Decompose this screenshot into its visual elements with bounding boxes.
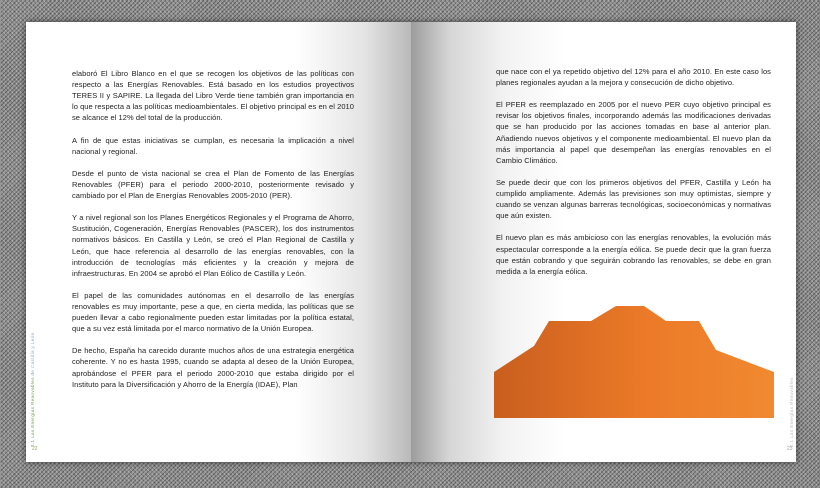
left-paragraph-3: Desde el punto de vista nacional se crea el Plan de Fomento de las Energías Renovables (PFER) para el periodo 2000-2010, posteriormente revisado y cambiado por el Plan de Energías Renovables 2005-2010 (PER). [72, 168, 354, 201]
left-spine-label [30, 333, 35, 447]
right-body-text [496, 66, 771, 288]
right-paragraph-4: El nuevo plan es más ambicioso con las energías renovables, la evolución más espectacular corresponde a la energía eólica. Se puede decir que la gran fuerza que están cobrando y que seguirán cobrando las renovables, se debe en gran medida a la energía eólica. [496, 233, 771, 276]
left-paragraph-1: elaboró El Libro Blanco en el que se recogen los objetivos de las políticas con respecto a las Energías Renovables. Está basado en los estudios proyectivos TERES II y SAPIRE. La llegada del Libro Verde tiene también gran importancia en lo que respecta a las políticas medioambientales. El objetivo principal es en el 2010 se alcance el 12% del total de la producción. [72, 69, 354, 123]
left-paragraph-4: Y a nivel regional son los Planes Energéticos Regionales y el Programa de Ahorro, Sustitución, Cogeneración, Energías Renovables (PASCER), los dos instrumentos normativos básicos. En Castilla y León, se creó el Plan Regional de Castilla y León, que hace referencia al desarrollo de las energías renovables, con la introducción de tecnologías más eficientes y la creación y mejora de infraestructuras. En 2004 se aprobó el Plan Eólico de Castilla y León. [72, 213, 354, 278]
right-paragraph-2: El PFER es reemplazado en 2005 por el nuevo PER cuyo objetivo principal es revisar los objetivos finales, incorporando además las modificaciones derivadas que se han producido por las acciones tomadas en base al anterior plan. Añadiendo nuevos objetivos y el componente medioambiental. El nuevo plan da más importancia al papel que desempeñan las energías renovables en el Cambio Climático. [496, 100, 771, 165]
orange-mountain-graphic [494, 306, 774, 418]
right-spine-label: 2.1 Las Energías Renovables [789, 377, 794, 447]
left-paragraph-6: De hecho, España ha carecido durante muchos años de una estrategia energética coherente. Y no es hasta 1995, cuando se adapta al deseo de la Unión Europea, aprobándose el PFER para el periodo 2000-2010 que estaba dirigido por el Instituto para la Diversificación y Ahorro de la Energía (IDAE), Plan [72, 346, 354, 389]
left-page-number: 22 [32, 446, 38, 452]
right-paragraph-3: Se puede decir que con los primeros objetivos del PFER, Castilla y León ha cumplido ampliamente. Además las previsiones son muy optimistas, siempre y cuando se venzan algunas barreras tecnológicas, socioeconómicas y normativas que aún existen. [496, 177, 771, 221]
open-book [26, 22, 796, 462]
left-spine-subtitle: de Castilla y León [30, 332, 35, 376]
right-page-number: 23 [787, 446, 793, 452]
right-page [411, 22, 796, 462]
left-paragraph-2: A fin de que estas iniciativas se cumplan, es necesaria la implicación a nivel nacional y regional. [72, 135, 354, 156]
left-page [26, 22, 411, 462]
left-paragraph-5: El papel de las comunidades autónomas en el desarrollo de las energías renovables es muy importante, pese a que, en cierta medida, las políticas que se pueden llevar a cabo regionalmente pueden estar limitadas por la política estatal, que a su vez está limitada por el marco normativo de la Unión Europea. [72, 290, 354, 334]
right-paragraph-1: que nace con el ya repetido objetivo del 12% para el año 2010. En este caso los planes regionales ayudan a la mejora y consecución de dicho objetivo. [496, 67, 771, 88]
mountain-shape [494, 306, 774, 418]
left-body-text [72, 68, 354, 401]
left-spine-title: 2.1 Las Energías Renovables [30, 377, 35, 447]
